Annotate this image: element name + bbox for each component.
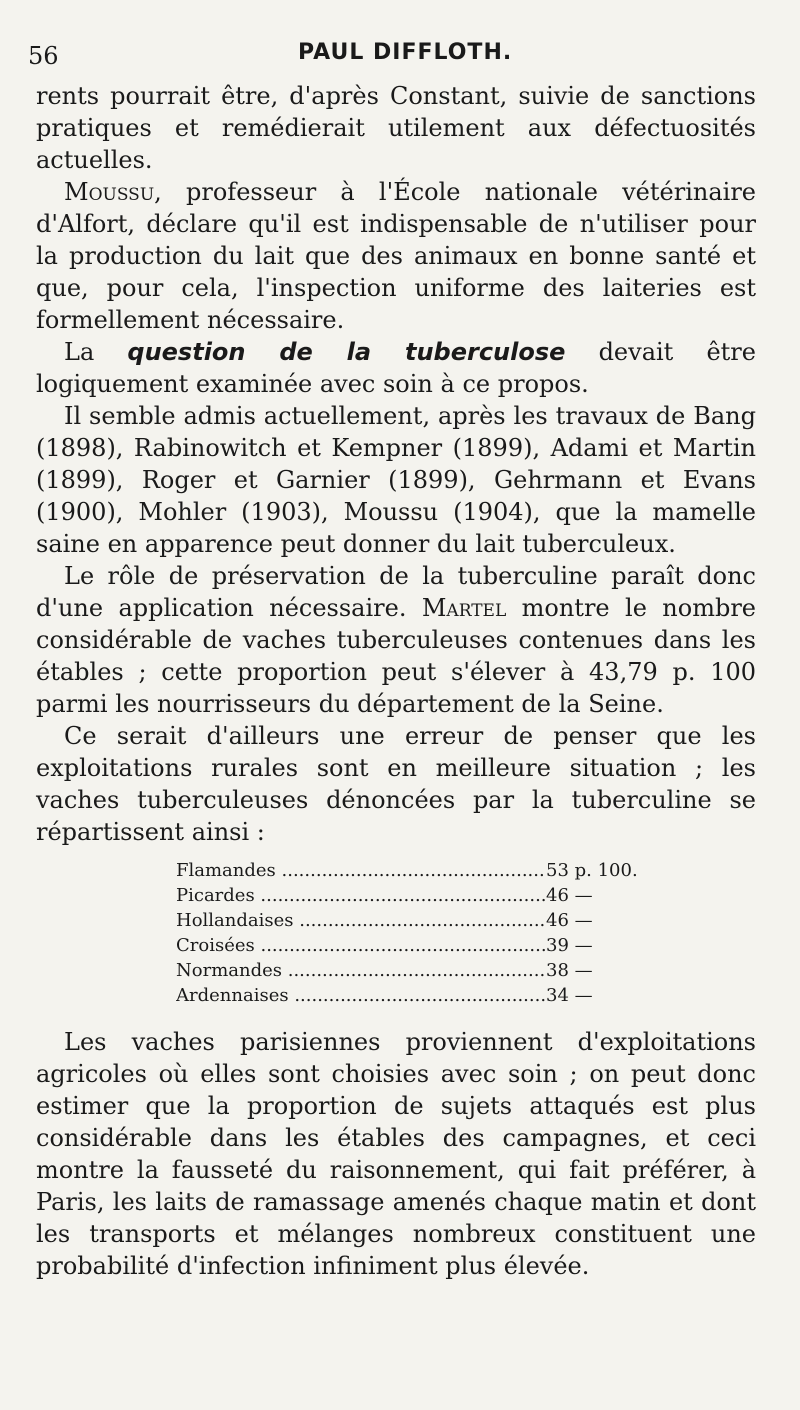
breed-label: Normandes ..... bbox=[176, 958, 546, 983]
breed-label: Ardennaises ..... bbox=[176, 983, 546, 1008]
running-head: PAUL DIFFLOTH. bbox=[298, 40, 513, 65]
page-number: 56 bbox=[28, 42, 59, 70]
paragraph-7: Les vaches parisiennes proviennent d'exploitations agricoles où elles sont choisies avec soin ; on peut donc estimer que la proportion de sujets attaqués est plus considérable dans les étables des campagnes, et ceci montre la fausseté du raisonnement, qui fait préférer, à Paris, les laits de ramassage amenés chaque matin et dont les transports et mélanges nombreux constituent une probabilité d'infection infiniment plus élevée. bbox=[36, 1028, 756, 1280]
table-row bbox=[176, 883, 626, 908]
table-row bbox=[176, 858, 638, 883]
emphasis-tuberculose: question de la tuberculose bbox=[127, 338, 566, 366]
paragraph-3 bbox=[36, 336, 756, 400]
author-name-martel: Martel bbox=[421, 594, 507, 622]
breed-value: 38 — bbox=[546, 960, 593, 981]
breed-label: Flamandes ..... bbox=[176, 858, 546, 883]
page-header bbox=[28, 40, 760, 80]
breed-value: 46 — bbox=[546, 910, 593, 931]
paragraph-3-text: devait être logiquement examinée avec soin à ce propos. bbox=[36, 338, 756, 398]
breed-proportion-table bbox=[176, 858, 638, 1008]
paragraph-5 bbox=[36, 560, 756, 720]
table-row bbox=[176, 983, 626, 1008]
paragraph-2-text: , professeur à l'École nationale vétérinaire d'Alfort, déclare qu'il est indispensable de n'utiliser pour la production du lait que des animaux en bonne santé et que, pour cela, l'inspection uniforme des laiteries est formellement nécessaire. bbox=[36, 178, 756, 334]
paragraph-4: Il semble admis actuellement, après les travaux de Bang (1898), Rabinowitch et Kempner (1899), Adami et Martin (1899), Roger et Garnier (1899), Gehrmann et Evans (1900), Mohler (1903), Moussu (1904), que la mamelle saine en apparence peut donner du lait tuberculeux. bbox=[36, 402, 756, 558]
breed-label: Croisées ..... bbox=[176, 933, 546, 958]
table-row bbox=[176, 933, 626, 958]
breed-value: 46 — bbox=[546, 885, 593, 906]
paragraph-2 bbox=[36, 176, 756, 336]
breed-label: Picardes ..... bbox=[176, 883, 546, 908]
paragraph-5-text-b: montre le nombre considérable de vaches tuberculeuses contenues dans les étables ; cette proportion peut s'élever à 43,79 p. 100 parmi les nourrisseurs du département de la Seine. bbox=[36, 594, 756, 718]
author-name-moussu: Moussu bbox=[64, 178, 155, 206]
paragraph-5-text-a: Le rôle de préservation de la tuberculine paraît donc d'une application nécessaire. bbox=[36, 562, 756, 622]
table-row bbox=[176, 958, 626, 983]
paragraph-3-lead: La bbox=[64, 338, 128, 366]
breed-value: 53 p. 100. bbox=[546, 860, 638, 881]
paragraph-6: Ce serait d'ailleurs une erreur de penser que les exploitations rurales sont en meilleure situation ; les vaches tuberculeuses dénoncées par la tuberculine se répartissent ainsi : bbox=[36, 722, 756, 846]
body-text bbox=[36, 80, 756, 1282]
breed-label: Hollandaises ..... bbox=[176, 908, 546, 933]
breed-value: 34 — bbox=[546, 985, 593, 1006]
table-row bbox=[176, 908, 626, 933]
paragraph-1: rents pourrait être, d'après Constant, suivie de sanctions pratiques et remédierait utilement aux défectuosités actuelles. bbox=[36, 82, 756, 174]
breed-value: 39 — bbox=[546, 935, 593, 956]
